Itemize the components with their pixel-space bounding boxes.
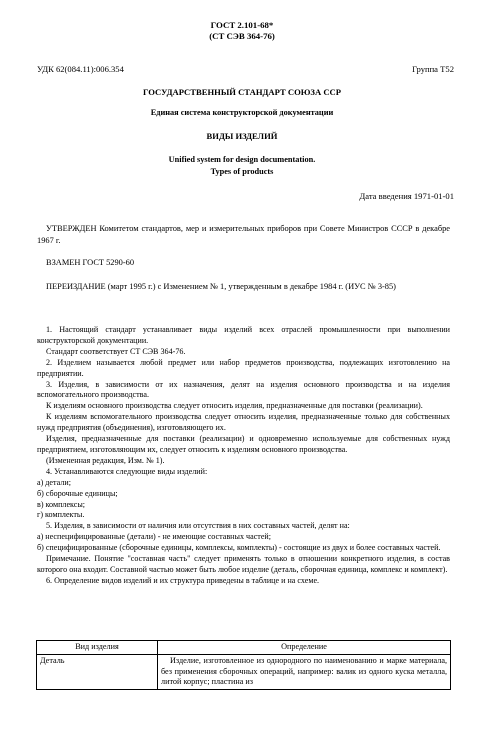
paragraph: Изделия, предназначенные для поставки (реализации) и одновременно используемые для собственных нужд предприятием, изготовляющим их, следует относить к изделиям основного производства. — [37, 434, 450, 454]
list-item: а) детали; — [37, 477, 71, 487]
paragraph: 2. Изделием называется любой предмет или набор предметов производства, подлежащих изготовлению на предприятии. — [37, 357, 450, 378]
standard-name: ГОСУДАРСТВЕННЫЙ СТАНДАРТ СОЮЗА ССР — [143, 87, 341, 97]
reissue-note: ПЕРЕИЗДАНИЕ (март 1995 г.) с Изменением № 1, утвержденным в декабре 1984 г. (ИУС № 3-85) — [46, 282, 396, 291]
list-item: б) специфицированные (сборочные единицы, комплексы, комплекты) - состоящие из двух и более составных частей. — [37, 543, 441, 553]
replaced-note: ВЗАМЕН ГОСТ 5290-60 — [46, 258, 135, 267]
intro-date: Дата введения 1971-01-01 — [359, 191, 454, 201]
table-row — [37, 654, 451, 689]
paragraph: 5. Изделия, в зависимости от наличия или отсутствия в них составных частей, делят на: — [46, 521, 350, 531]
udk-code: УДК 62(084.11):006.354 — [37, 64, 124, 74]
gost-number: ГОСТ 2.101-68* — [210, 20, 274, 30]
group-code: Группа Т52 — [412, 64, 454, 74]
approved-note: УТВЕРЖДЕН Комитетом стандартов, мер и измерительных приборов при Совете Министров СССР в декабре 1967 г. — [37, 224, 450, 245]
paragraph: 6. Определение видов изделий и их структура приведены в таблице и на схеме. — [46, 575, 320, 585]
system-title-ru: Единая система конструкторской документации — [150, 108, 334, 117]
column-header-type: Вид изделия — [37, 641, 158, 655]
document-title-ru: ВИДЫ ИЗДЕЛИЙ — [206, 131, 278, 141]
paragraph: 1. Настоящий стандарт устанавливает виды изделий всех отраслей промышленности при выполнении конструкторской документации. — [37, 325, 450, 345]
system-title-en: Unified system for design documentation. — [168, 155, 316, 164]
table-header-row — [37, 641, 451, 655]
product-types-table — [36, 640, 451, 690]
cell-definition: Изделие, изготовленное из однородного по наименованию и марке материала, без применения сборочных операций, например: валик из одного куска металла, литой корпус; пластина из — [158, 654, 451, 689]
body-text — [37, 325, 450, 587]
list-item: а) неспецифицированные (детали) - не имеющие составных частей; — [37, 532, 271, 542]
list-item: б) сборочные единицы; — [37, 488, 118, 498]
paragraph: 4. Устанавливаются следующие виды изделий: — [46, 466, 208, 476]
list-item: г) комплекты. — [37, 510, 85, 520]
st-sev-code: (СТ СЭВ 364-76) — [209, 31, 275, 41]
cell-type: Деталь — [37, 654, 158, 689]
paragraph: (Измененная редакция, Изм. № 1). — [46, 455, 165, 465]
paragraph: К изделиям основного производства следует относить изделия, предназначенные для поставки (реализации). — [46, 401, 423, 411]
paragraph: К изделиям вспомогательного производства следует относить изделия, предназначенные только для собственных нужд предприятия (объединения), изготовляющего их. — [37, 412, 450, 433]
meta-row — [37, 64, 454, 74]
note-paragraph: Примечание. Понятие "составная часть" следует применять только в отношении конкретного изделия, в состав которого она входит. Составной частью может быть любое изделие (деталь, сборочная единица, комплекс и комплект). — [37, 554, 450, 574]
list-item: в) комплексы; — [37, 499, 86, 509]
column-header-definition: Определение — [158, 641, 451, 655]
paragraph: 3. Изделия, в зависимости от их назначения, делят на изделия основного производства и на изделия вспомогательного производства. — [37, 379, 450, 400]
document-title-en: Types of products — [210, 167, 274, 176]
paragraph: Стандарт соответствует СТ СЭВ 364-76. — [46, 346, 186, 356]
